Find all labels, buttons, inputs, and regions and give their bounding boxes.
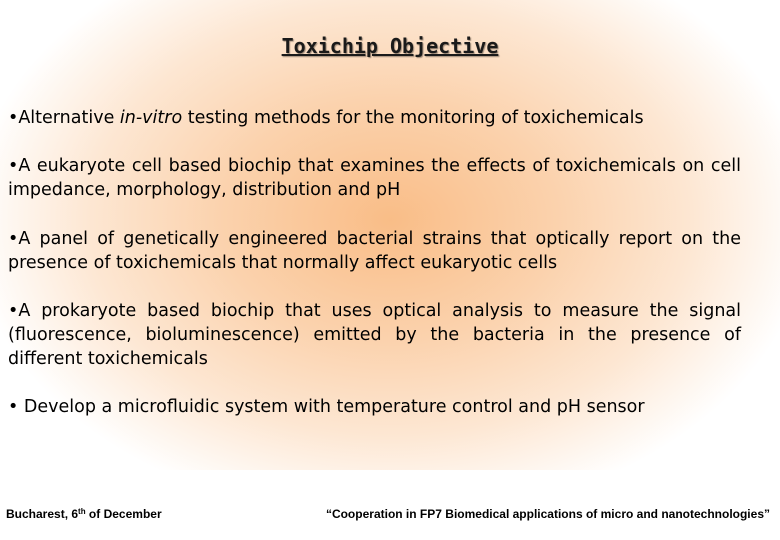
bullet-microfluidic-system: • Develop a microfluidic system with temperature control and pH sensor	[8, 397, 645, 417]
bullet-prokaryote-biochip: •A prokaryote based biochip that uses optical analysis to measure the signal (fluorescence, bioluminescence) emitted by the bacteria in the presence of different toxichemicals	[8, 301, 741, 369]
slide-title: Toxichip Objective	[281, 34, 499, 58]
footer-date-ordinal: th	[78, 507, 86, 516]
footer-location-date	[6, 507, 162, 521]
bullet-marker: •	[8, 108, 19, 128]
footer-date-suffix: of December	[85, 507, 162, 521]
bullet-eukaryote-biochip: •A eukaryote cell based biochip that examines the effects of toxichemicals on cell impedance, morphology, distribution and pH	[8, 156, 741, 200]
bullet-alternative-methods	[8, 106, 741, 130]
bullet-text-end: testing methods for the monitoring of toxichemicals	[182, 108, 644, 128]
bullet-text-start: Alternative	[18, 108, 120, 128]
bullet-bacterial-strains: •A panel of genetically engineered bacterial strains that optically report on the presence of toxichemicals that normally affect eukaryotic cells	[8, 229, 741, 273]
bullet-italic-term: in-vitro	[119, 108, 183, 128]
footer-event-title: “Cooperation in FP7 Biomedical applications of micro and nanotechnologies”	[325, 507, 770, 521]
footer-date-prefix: Bucharest, 6	[6, 507, 79, 521]
